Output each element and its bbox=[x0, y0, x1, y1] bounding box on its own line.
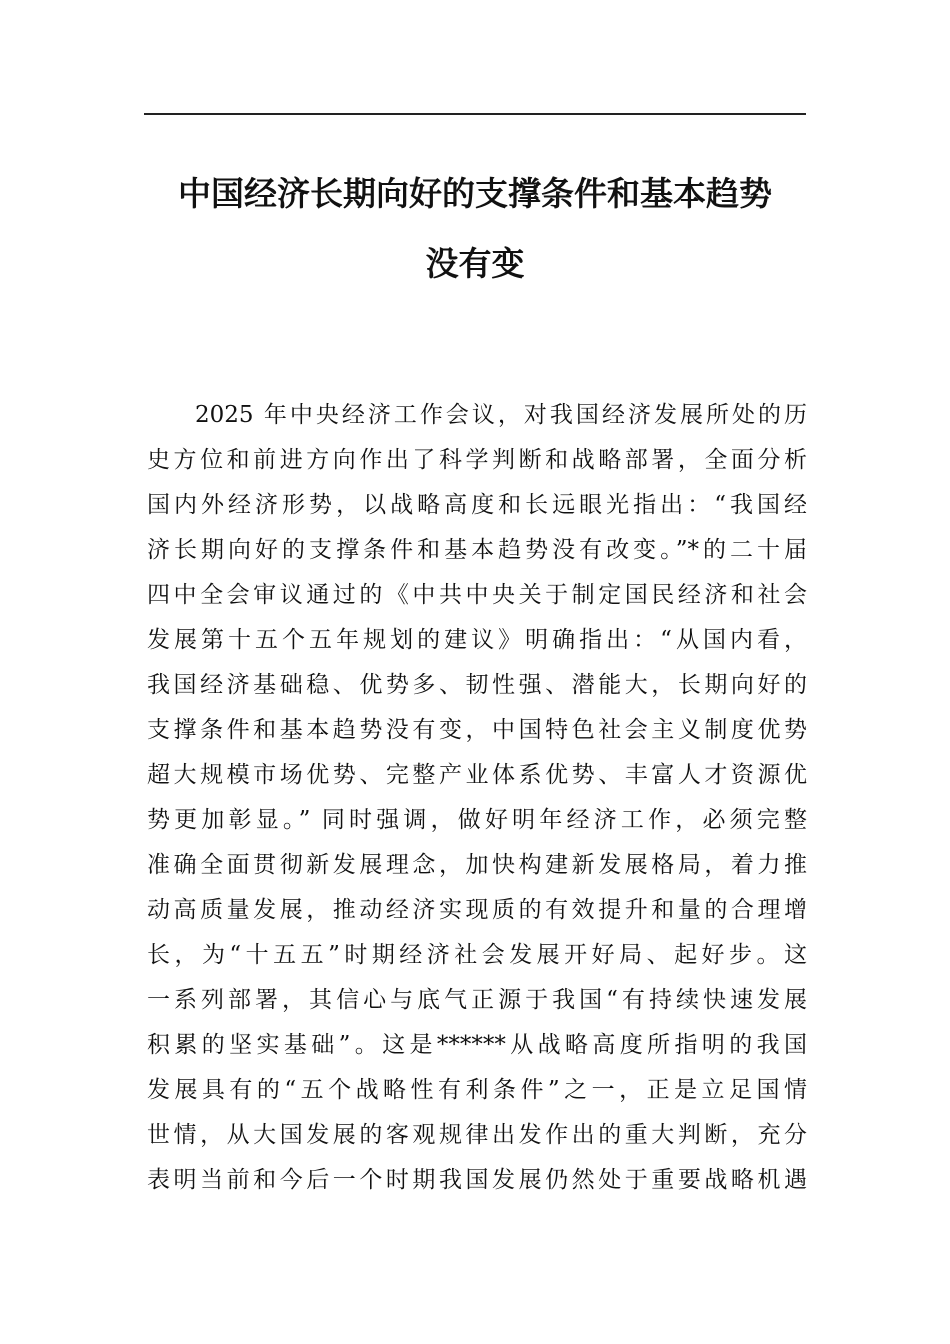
body-line: 势更加彰显。” 同时强调，做好明年经济工作，必须完整 bbox=[147, 807, 807, 833]
body-line: 发展第十五个五年规划的建议》明确指出：“从国内看， bbox=[147, 627, 807, 653]
body-line: 发展具有的“五个战略性有利条件”之一，正是立足国情 bbox=[147, 1077, 807, 1103]
body-line: 我国经济基础稳、优势多、韧性强、潜能大，长期向好的 bbox=[147, 672, 807, 698]
body-line: 2025 年中央经济工作会议，对我国经济发展所处的历 bbox=[195, 402, 807, 428]
document-title-line-1: 中国经济长期向好的支撑条件和基本趋势 bbox=[178, 174, 772, 213]
body-line: 史方位和前进方向作出了科学判断和战略部署，全面分析 bbox=[147, 447, 807, 473]
body-line: 世情，从大国发展的客观规律出发作出的重大判断，充分 bbox=[147, 1122, 807, 1148]
body-line: 国内外经济形势，以战略高度和长远眼光指出：“我国经 bbox=[147, 492, 807, 518]
body-line: 支撑条件和基本趋势没有变，中国特色社会主义制度优势 bbox=[147, 717, 807, 743]
document-title-line-2: 没有变 bbox=[425, 244, 525, 283]
header-rule bbox=[144, 113, 806, 115]
body-line: 积累的坚实基础”。这是******从战略高度所指明的我国 bbox=[147, 1032, 807, 1058]
body-line: 四中全会审议通过的《中共中央关于制定国民经济和社会 bbox=[147, 582, 807, 608]
body-line: 准确全面贯彻新发展理念，加快构建新发展格局，着力推 bbox=[147, 852, 807, 878]
body-line: 长，为“十五五”时期经济社会发展开好局、起好步。这 bbox=[147, 942, 807, 968]
body-line: 济长期向好的支撑条件和基本趋势没有改变。”*的二十届 bbox=[147, 537, 807, 563]
body-line: 一系列部署，其信心与底气正源于我国“有持续快速发展 bbox=[147, 987, 807, 1013]
body-line: 表明当前和今后一个时期我国发展仍然处于重要战略机遇 bbox=[147, 1167, 807, 1193]
body-line: 动高质量发展，推动经济实现质的有效提升和量的合理增 bbox=[147, 897, 807, 923]
body-line: 超大规模市场优势、完整产业体系优势、丰富人才资源优 bbox=[147, 762, 807, 788]
